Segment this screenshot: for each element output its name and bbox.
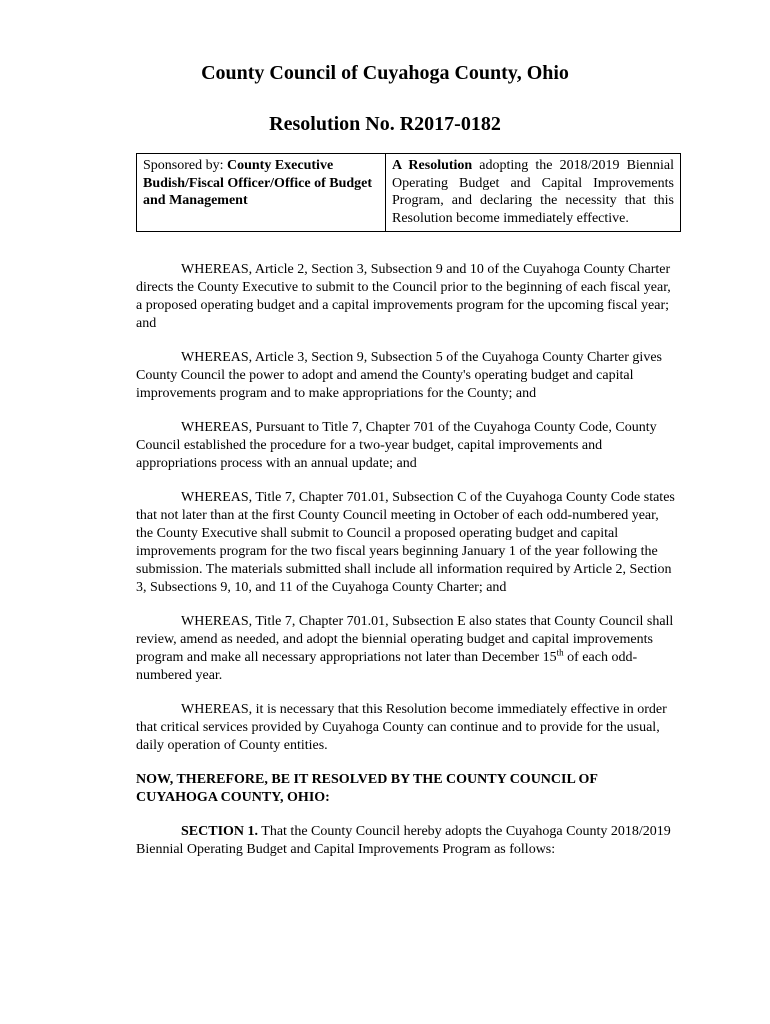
sponsor-names: County Executive Budish/Fiscal Officer/Office of Budget and Management <box>143 158 373 208</box>
whereas-5-text: WHEREAS, Title 7, Chapter 701.01, Subsection E also states that County Council shall review, amend as needed, and adopt the biennial operating budget and capital improvements program and make all necessary appropriations not later than December 15 <box>136 614 674 665</box>
council-title: County Council of Cuyahoga County, Ohio <box>201 62 569 84</box>
whereas-clause-6: WHEREAS, it is necessary that this Resolution become immediately effective in order that critical services provided by Cuyahoga County can continue and to provide for the usual, daily operation of County entities. <box>136 702 667 753</box>
sponsor-cell <box>137 154 386 232</box>
whereas-clause-2: WHEREAS, Article 3, Section 9, Subsection 5 of the Cuyahoga County Charter gives County Council the power to adopt and amend the County's operating budget and capital improvements program and to make appropriations for the County; and <box>136 350 662 401</box>
section-1-label: SECTION 1. <box>181 824 259 839</box>
whereas-clause-3: WHEREAS, Pursuant to Title 7, Chapter 701 of the Cuyahoga County Code, County Council established the procedure for a two-year budget, capital improvements and appropriations process with an annual update; and <box>136 420 657 471</box>
ordinal-suffix: th <box>556 647 564 658</box>
whereas-clause-5 <box>136 613 678 685</box>
whereas-clause-1: WHEREAS, Article 2, Section 3, Subsection 9 and 10 of the Cuyahoga County Charter directs the County Executive to submit to the Council prior to the beginning of each fiscal year, a proposed operating budget and a capital improvements program for the upcoming fiscal year; and <box>136 262 671 331</box>
resolution-lead: A Resolution <box>392 158 473 173</box>
section-1 <box>136 823 678 859</box>
section-1-text: That the County Council hereby adopts the Cuyahoga County 2018/2019 Biennial Operating Budget and Capital Improvements Program as follows: <box>136 824 671 857</box>
resolution-number: Resolution No. R2017-0182 <box>269 113 501 135</box>
whereas-5-tail: of each odd-numbered year. <box>136 650 638 683</box>
resolution-summary-cell <box>386 154 681 232</box>
sponsored-by-label: Sponsored by: <box>143 158 224 173</box>
sponsor-table <box>136 153 681 232</box>
resolved-statement: NOW, THEREFORE, BE IT RESOLVED BY THE COUNTY COUNCIL OF CUYAHOGA COUNTY, OHIO: <box>136 772 598 805</box>
resolution-summary: adopting the 2018/2019 Biennial Operating Budget and Capital Improvements Program, and declaring the necessity that this Resolution become immediately effective. <box>392 158 675 226</box>
whereas-clause-4: WHEREAS, Title 7, Chapter 701.01, Subsection C of the Cuyahoga County Code states that not later than at the first County Council meeting in October of each odd-numbered year, the County Executive shall submit to Council a proposed operating budget and capital improvements program for the two fiscal years beginning January 1 of the year following the submission. The materials submitted shall include all information required by Article 2, Section 3, Subsections 9, 10, and 11 of the Cuyahoga County Charter; and <box>136 490 675 595</box>
